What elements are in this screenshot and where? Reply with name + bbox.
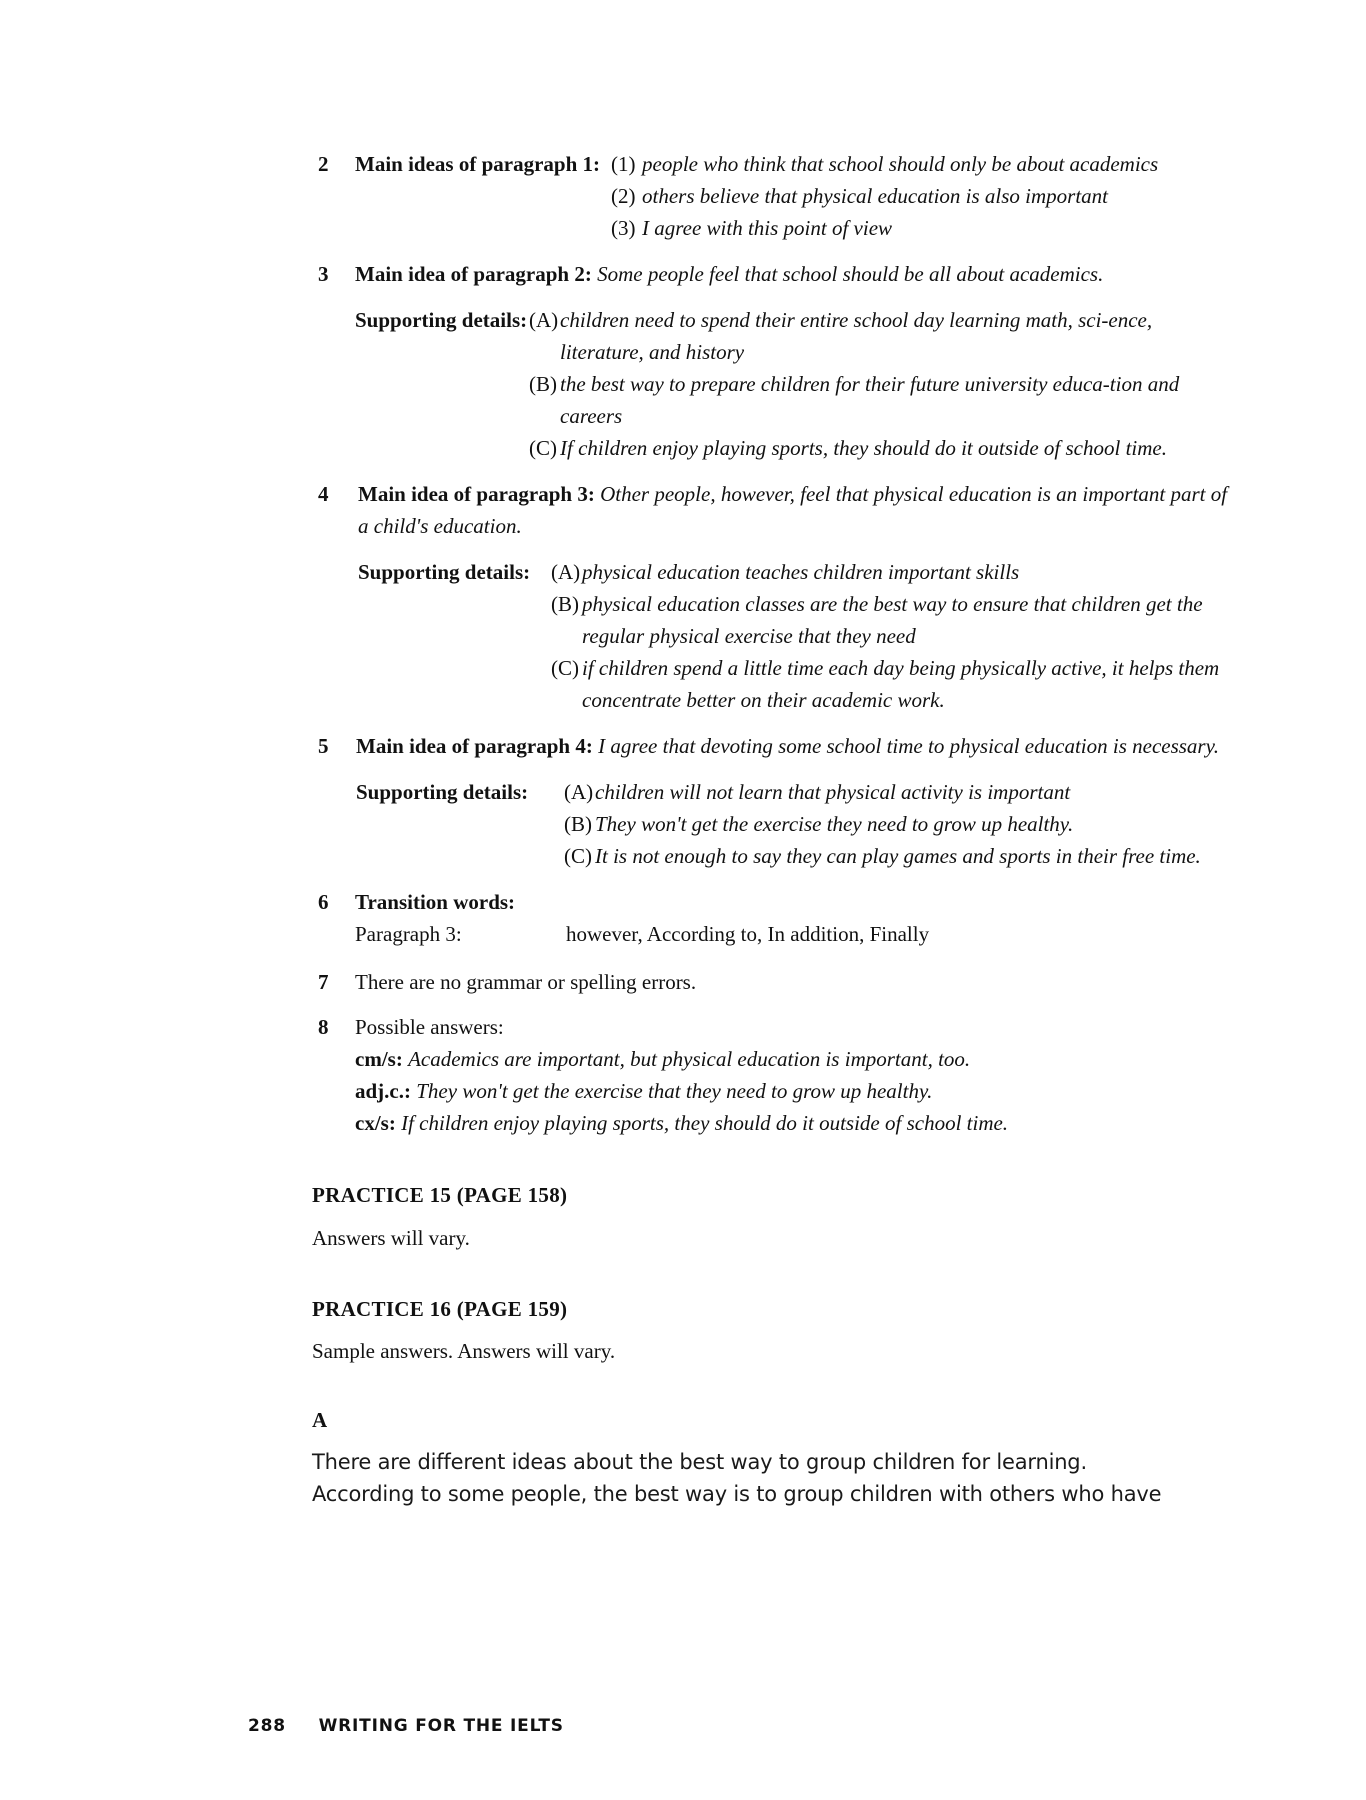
supporting-label: Supporting details: [356, 780, 529, 804]
item-text: if children spend a little time each day being physically active, it helps them concentrate better on their academic work. [582, 656, 1220, 712]
supporting-list [551, 556, 1238, 716]
answer-key: adj.c.: [355, 1079, 411, 1103]
practice-heading: PRACTICE 16 (PAGE 159) [312, 1297, 568, 1321]
item-mark: (3) [611, 216, 636, 240]
item-text: They won't get the exercise they need to grow up healthy. [595, 812, 1074, 836]
item-mark: (A) [564, 780, 594, 804]
item-mark: (C) [564, 844, 592, 868]
item-number: 5 [318, 734, 329, 758]
list-item [611, 148, 1238, 180]
book-title: WRITING FOR THE IELTS [318, 1716, 564, 1736]
item-number: 7 [318, 970, 329, 994]
supporting-label: Supporting details: [358, 560, 531, 584]
answer-item-4 [318, 478, 1238, 716]
sample-line: There are different ideas about the best way to group children for learning. [312, 1450, 1087, 1474]
item-text: children need to spend their entire school day learning math, sci-ence, literature, and history [560, 308, 1153, 364]
list-item [529, 432, 1238, 464]
practice-16 [312, 1293, 1238, 1510]
practice-text: Sample answers. Answers will vary. [312, 1339, 616, 1363]
answer-key: cx/s: [355, 1111, 396, 1135]
item-number: 8 [318, 1015, 329, 1039]
item-label: Main ideas of paragraph 1: [355, 152, 601, 176]
page-footer [248, 1716, 564, 1736]
item-mark: (1) [611, 152, 636, 176]
list-item [551, 652, 1238, 716]
item-mark: (B) [564, 812, 592, 836]
list-item [564, 776, 1238, 808]
answer-item-7 [318, 966, 1238, 998]
answer-key: cm/s: [355, 1047, 403, 1071]
item-text: There are no grammar or spelling errors. [355, 970, 697, 994]
item-text: physical education teaches children important skills [582, 560, 1020, 584]
list-item [611, 212, 1238, 244]
page-number: 288 [248, 1716, 286, 1736]
list-item [529, 304, 1238, 368]
list-item [529, 368, 1238, 432]
item-mark: (A) [551, 560, 581, 584]
answer-key-content [312, 148, 1238, 1510]
supporting-list [529, 304, 1238, 464]
item-mark: (A) [529, 308, 559, 332]
list-item [551, 588, 1238, 652]
list-item [551, 556, 1238, 588]
answer-line [355, 1075, 1238, 1107]
sample-line: According to some people, the best way is to group children with others who have [312, 1482, 1162, 1506]
item-mark: (B) [551, 592, 579, 616]
section-label: A [312, 1408, 328, 1432]
main-idea: I agree that devoting some school time to physical education is necessary. [598, 734, 1220, 758]
item-label: Main idea of paragraph 2: [355, 262, 592, 286]
supporting-label: Supporting details: [355, 308, 528, 332]
answer-item-2 [318, 148, 1238, 244]
item-text: children will not learn that physical activity is important [595, 780, 1071, 804]
main-idea: Some people feel that school should be all about academics. [597, 262, 1104, 286]
sample-answer [312, 1446, 1238, 1510]
practice-heading: PRACTICE 15 (PAGE 158) [312, 1183, 568, 1207]
item-text: It is not enough to say they can play games and sports in their free time. [595, 844, 1201, 868]
list-item [564, 840, 1238, 872]
answer-text: Academics are important, but physical education is important, too. [408, 1047, 971, 1071]
list-item [611, 180, 1238, 212]
transition-key: Paragraph 3: [355, 922, 462, 946]
supporting-list [564, 776, 1238, 872]
item-text: others believe that physical education is also important [642, 184, 1109, 208]
item-label: Main idea of paragraph 4: [356, 734, 593, 758]
main-idea: Other people, however, feel that physical education is an important part of a child's education. [358, 482, 1228, 538]
answer-item-6 [318, 886, 1238, 950]
answer-item-5 [318, 730, 1238, 872]
item-number: 6 [318, 890, 329, 914]
answer-item-8 [318, 1011, 1238, 1139]
item-text: If children enjoy playing sports, they should do it outside of school time. [560, 436, 1167, 460]
item-mark: (B) [529, 372, 557, 396]
answer-line [355, 1107, 1238, 1139]
item-text: people who think that school should only be about academics [642, 152, 1159, 176]
item-text: physical education classes are the best way to ensure that children get the regular physical exercise that they need [582, 592, 1203, 648]
list-item [564, 808, 1238, 840]
item-label: Transition words: [355, 890, 516, 914]
answer-line [355, 1043, 1238, 1075]
item-number: 2 [318, 152, 329, 176]
item-intro: Possible answers: [355, 1015, 504, 1039]
item-label: Main idea of paragraph 3: [358, 482, 595, 506]
main-ideas-list [611, 148, 1238, 244]
item-mark: (2) [611, 184, 636, 208]
practice-15 [312, 1179, 1238, 1254]
item-number: 4 [318, 482, 329, 506]
item-text: I agree with this point of view [642, 216, 893, 240]
transition-value: however, According to, In addition, Finally [566, 922, 930, 946]
item-mark: (C) [529, 436, 557, 460]
item-mark: (C) [551, 656, 579, 680]
answer-text: They won't get the exercise that they need to grow up healthy. [416, 1079, 933, 1103]
answer-item-3 [318, 258, 1238, 464]
answer-text: If children enjoy playing sports, they should do it outside of school time. [401, 1111, 1009, 1135]
practice-text: Answers will vary. [312, 1226, 470, 1250]
item-number: 3 [318, 262, 329, 286]
item-text: the best way to prepare children for their future university educa-tion and careers [560, 372, 1180, 428]
